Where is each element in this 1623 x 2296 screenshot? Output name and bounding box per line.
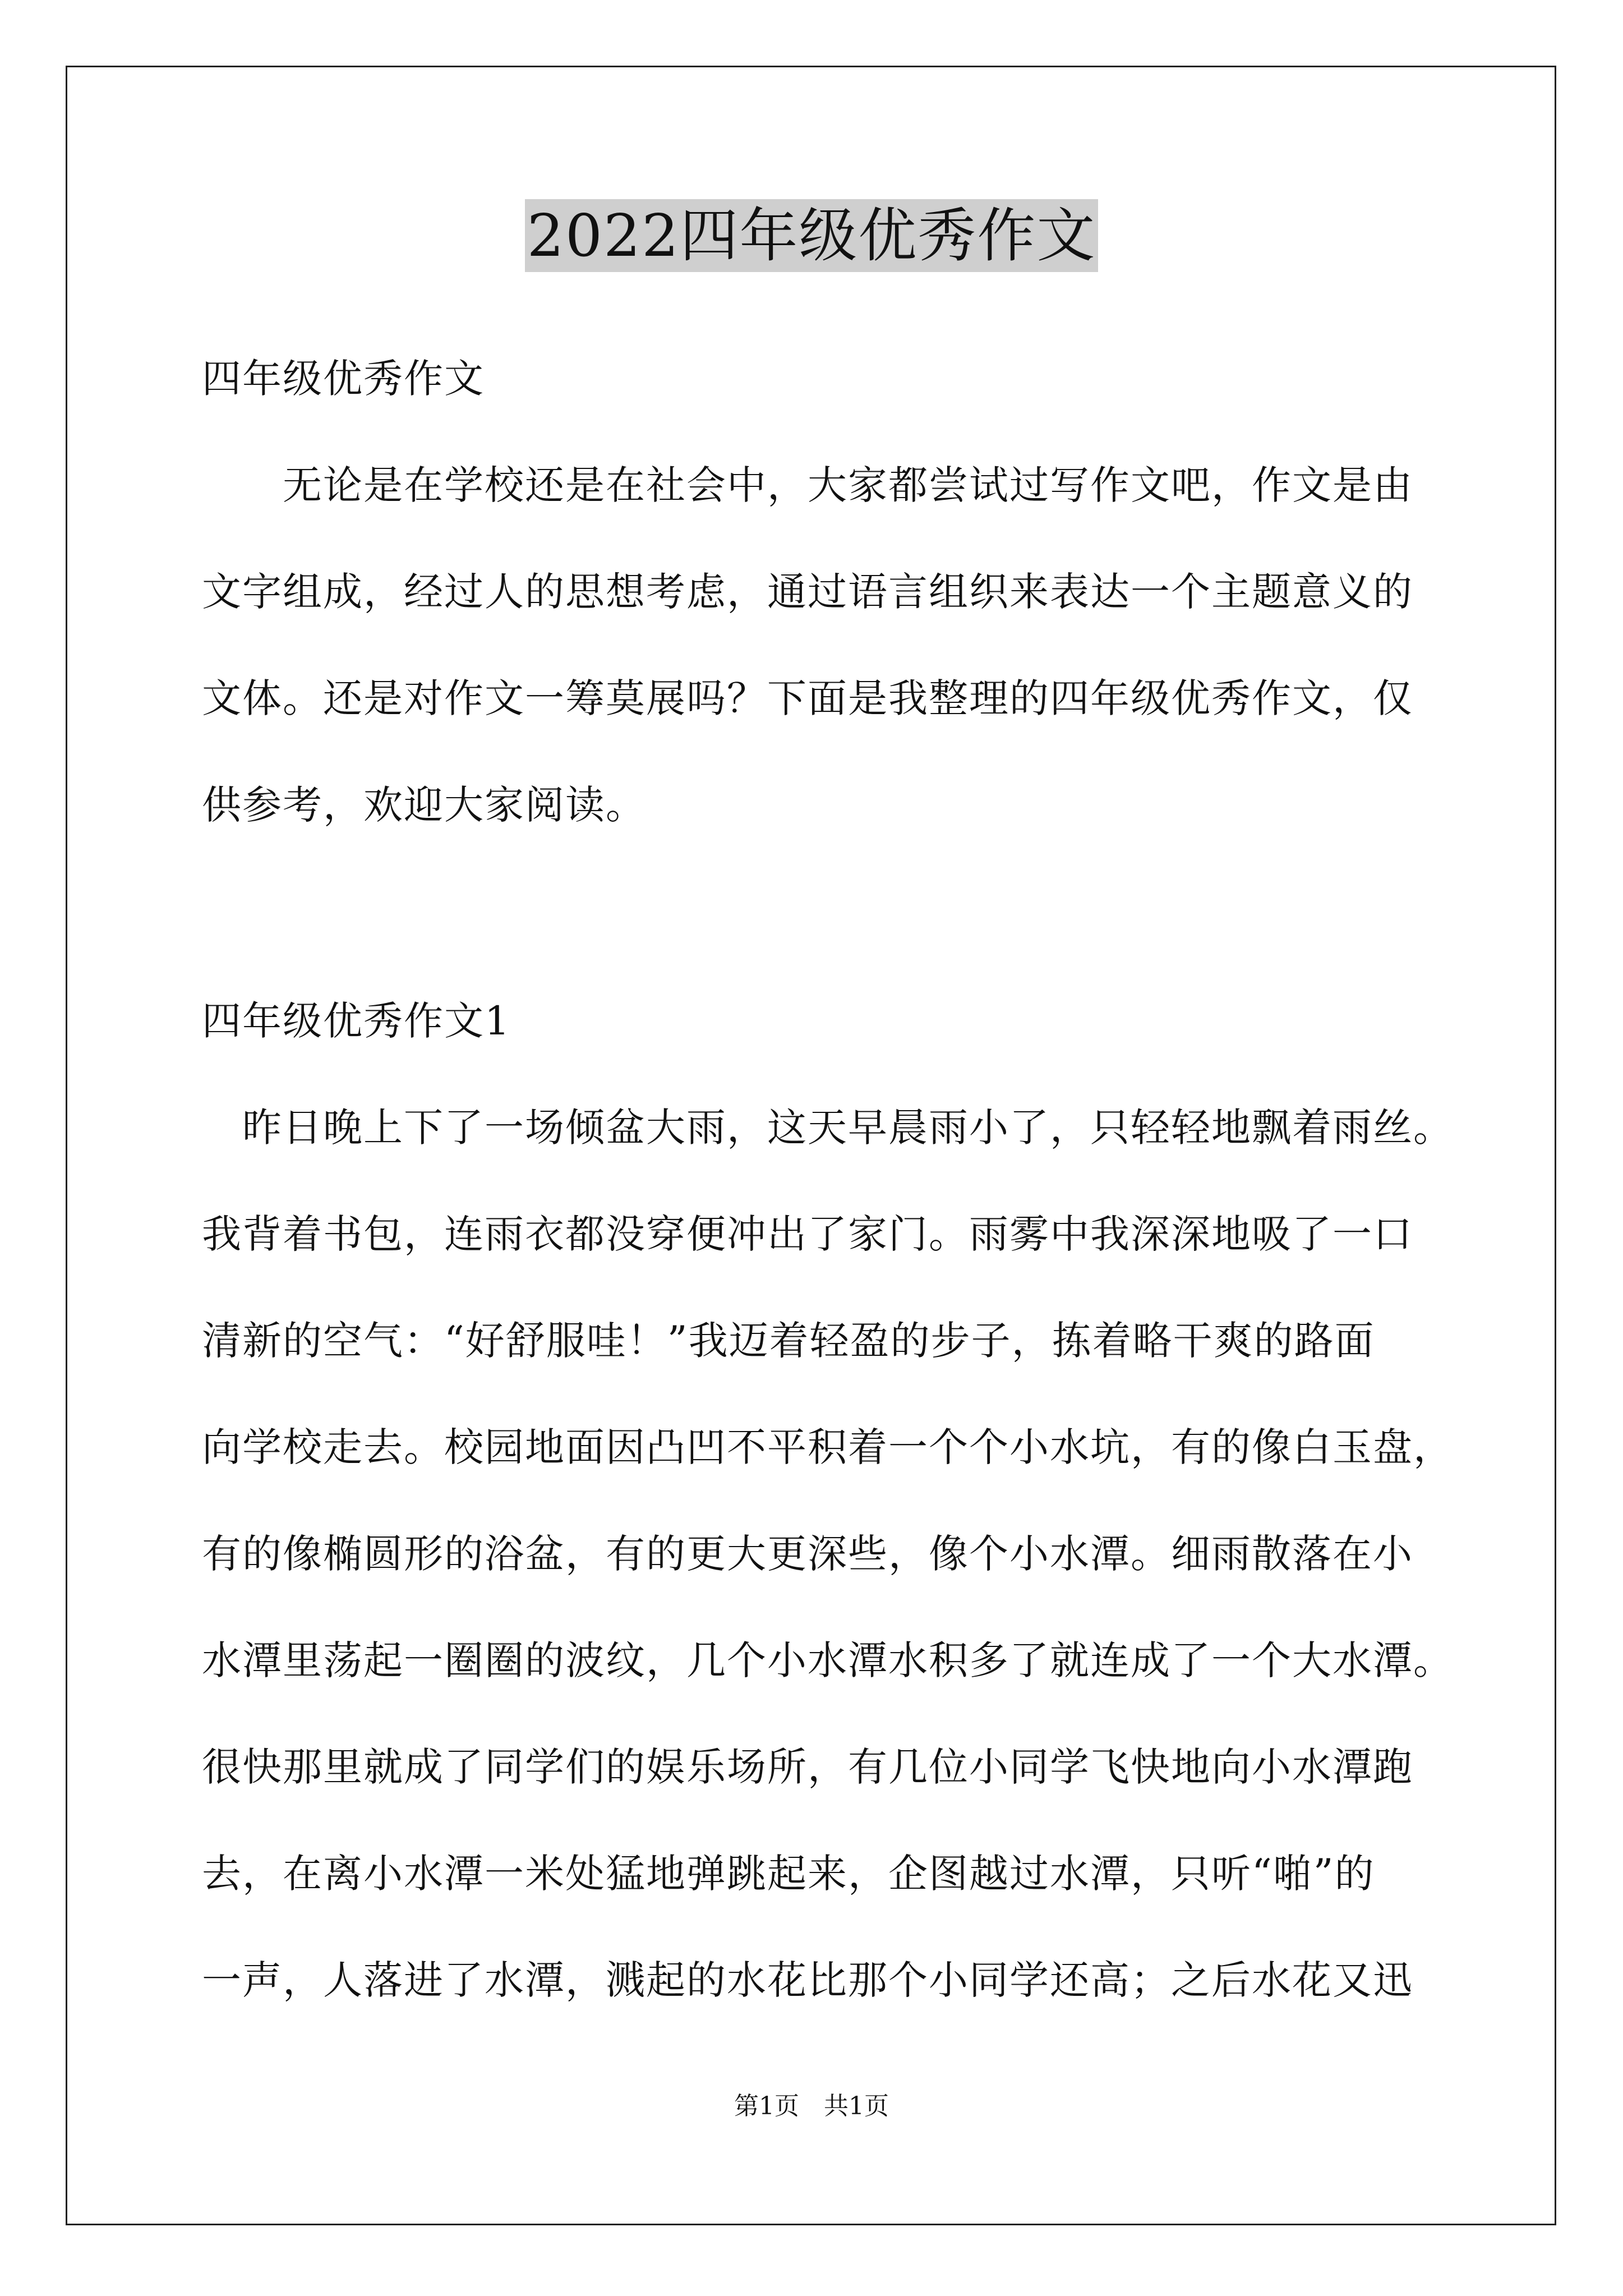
document-title: 2022四年级优秀作文	[525, 199, 1099, 272]
section-line-7: 很快那里就成了同学们的娱乐场所，有几位小同学飞快地向小水潭跑	[202, 1744, 1413, 1790]
section-line-1: 昨日晚上下了一场倾盆大雨，这天早晨雨小了，只轻轻地飘着雨丝。	[202, 1105, 1454, 1151]
intro-line-1: 无论是在学校还是在社会中，大家都尝试过写作文吧，作文是由	[202, 462, 1413, 508]
section-line-6: 水潭里荡起一圈圈的波纹，几个小水潭水积多了就连成了一个大水潭。	[202, 1637, 1454, 1683]
intro-heading: 四年级优秀作文	[202, 356, 485, 402]
section-line-2: 我背着书包，连雨衣都没穿便冲出了家门。雨雾中我深深地吸了一口	[202, 1211, 1413, 1257]
section-line-8: 去，在离小水潭一米处猛地弹跳起来，企图越过水潭，只听“啪”的	[202, 1851, 1375, 1897]
intro-line-2: 文字组成，经过人的思想考虑，通过语言组织来表达一个主题意义的	[202, 569, 1413, 615]
section-line-5: 有的像椭圆形的浴盆，有的更大更深些，像个小水潭。细雨散落在小	[202, 1531, 1413, 1577]
document-title-wrap	[0, 199, 1623, 272]
section-heading: 四年级优秀作文1	[202, 998, 511, 1044]
section-line-4: 向学校走去。校园地面因凸凹不平积着一个个小水坑，有的像白玉盘，	[202, 1424, 1454, 1470]
section-line-9: 一声，人落进了水潭，溅起的水花比那个小同学还高；之后水花又迅	[202, 1957, 1413, 2003]
intro-line-3: 文体。还是对作文一筹莫展吗？下面是我整理的四年级优秀作文，仅	[202, 675, 1413, 721]
intro-line-4: 供参考，欢迎大家阅读。	[202, 782, 646, 828]
page-footer: 第1页 共1页	[734, 2092, 889, 2120]
section-line-3: 清新的空气：“好舒服哇！”我迈着轻盈的步子，拣着略干爽的路面	[202, 1318, 1375, 1364]
